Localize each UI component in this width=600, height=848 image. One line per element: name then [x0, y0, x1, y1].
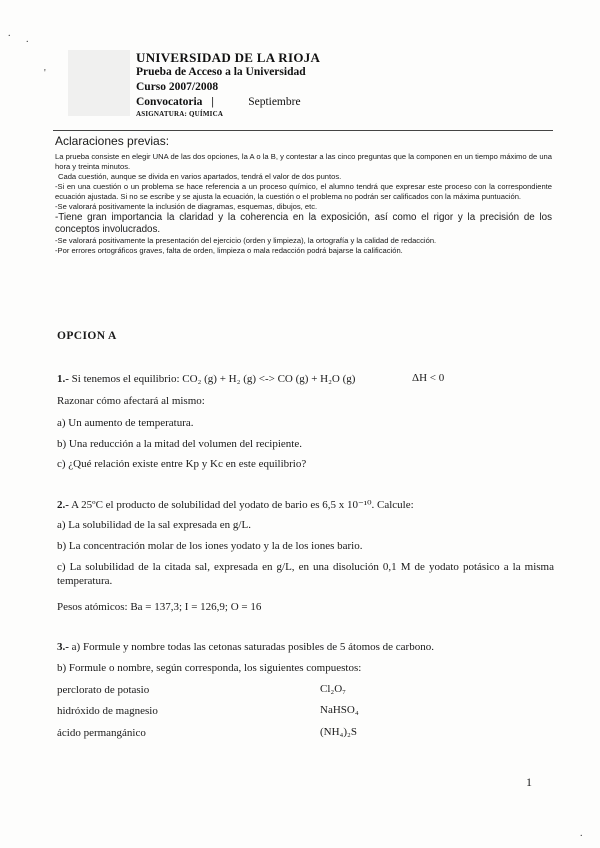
- compound-formula: Cl₂O₇: [320, 683, 347, 695]
- question-number: 2.-: [57, 499, 69, 511]
- question-intro: Razonar cómo afectará al mismo:: [57, 395, 205, 407]
- question-part: b) Formule o nombre, según corresponda, los siguientes compuestos:: [57, 662, 362, 674]
- question-1: [57, 372, 554, 386]
- question-text: Si tenemos el equilibrio: CO₂ (g) + H₂ (g) <-> CO (g) + H₂O (g): [71, 373, 356, 385]
- atomic-weights: Pesos atómicos: Ba = 137,3; I = 126,9; O = 16: [57, 601, 262, 613]
- question-number: 1.-: [57, 373, 69, 385]
- aclaracion-line: La prueba consiste en elegir UNA de las dos opciones, la A o la B, y contestar a las cinco preguntas que la componen en un tiempo máximo de una hora y treinta minutos.: [55, 152, 552, 171]
- compound-name: perclorato de potasio: [57, 684, 150, 696]
- convocatoria-line: [136, 96, 301, 108]
- question-2: [57, 498, 554, 512]
- exam-title: Prueba de Acceso a la Universidad: [136, 66, 306, 78]
- question-part: b) La concentración molar de los iones yodato y la de los iones bario.: [57, 540, 363, 552]
- enthalpy-note: ΔH < 0: [412, 372, 445, 384]
- margin-mark: .: [8, 28, 11, 39]
- question-text: A 25ºC el producto de solubilidad del yodato de bario es 6,5 x 10⁻¹⁰. Calcule:: [71, 499, 414, 511]
- university-logo: [68, 50, 130, 116]
- compound-name: hidróxido de magnesio: [57, 705, 158, 717]
- aclaracion-line: -Por errores ortográficos graves, falta de orden, limpieza o mala redacción podrá bajarse la calificación.: [55, 246, 403, 255]
- compound-name: ácido permangánico: [57, 727, 146, 739]
- question-number: 3.-: [57, 641, 69, 653]
- question-part: a) La solubilidad de la sal expresada en g/L.: [57, 519, 251, 531]
- aclaracion-line: -Se valorará positivamente la presentación del ejercicio (orden y limpieza), la ortografía y la calidad de redacción.: [55, 236, 437, 245]
- question-part: c) La solubilidad de la citada sal, expresada en g/L, en una disolución 0,1 M de yodato potásico a la misma temperatura.: [57, 561, 554, 587]
- subject-label: ASIGNATURA: QUÍMICA: [136, 110, 224, 118]
- option-title: OPCION A: [57, 330, 117, 342]
- question-part: a) Un aumento de temperatura.: [57, 417, 194, 429]
- margin-mark: ': [44, 68, 46, 79]
- aclaracion-line: Cada cuestión, aunque se divida en varios apartados, tendrá el valor de dos puntos.: [58, 172, 342, 181]
- page-number: 1: [526, 775, 532, 789]
- course-year: Curso 2007/2008: [136, 81, 219, 93]
- compound-formula: NaHSO₄: [320, 704, 359, 716]
- margin-mark: .: [26, 34, 29, 45]
- margin-mark: .: [580, 828, 583, 839]
- aclaracion-line: -Tiene gran importancia la claridad y la coherencia en la exposición, así como el rigor y la precisión de los conceptos involucrados.: [55, 212, 552, 235]
- convocatoria-label: Convocatoria: [136, 96, 203, 108]
- compound-formula: (NH₄)₂S: [320, 726, 358, 738]
- convocatoria-month: Septiembre: [248, 96, 301, 108]
- aclaracion-line: -Si en una cuestión o un problema se hace referencia a un proceso químico, el alumno tendrá que expresar este proceso con la correspondiente ecuación ajustada. Si no se escribe y se ajusta la ecuación, la cuestión o el problema no podrán ser calificados con la máxima puntuación.: [55, 182, 552, 201]
- aclaracion-line: -Se valorará positivamente la inclusión de diagramas, esquemas, dibujos, etc.: [55, 202, 318, 211]
- question-part: a) Formule y nombre todas las cetonas saturadas posibles de 5 átomos de carbono.: [71, 641, 434, 653]
- university-name: UNIVERSIDAD DE LA RIOJA: [136, 50, 321, 65]
- question-part: c) ¿Qué relación existe entre Kp y Kc en este equilibrio?: [57, 458, 307, 470]
- aclaraciones-title: Aclaraciones previas:: [55, 134, 170, 148]
- header-divider: [53, 130, 553, 131]
- aclaraciones-text: [55, 152, 552, 256]
- question-3: [57, 640, 554, 654]
- separator: |: [211, 96, 214, 108]
- question-part: b) Una reducción a la mitad del volumen del recipiente.: [57, 438, 302, 450]
